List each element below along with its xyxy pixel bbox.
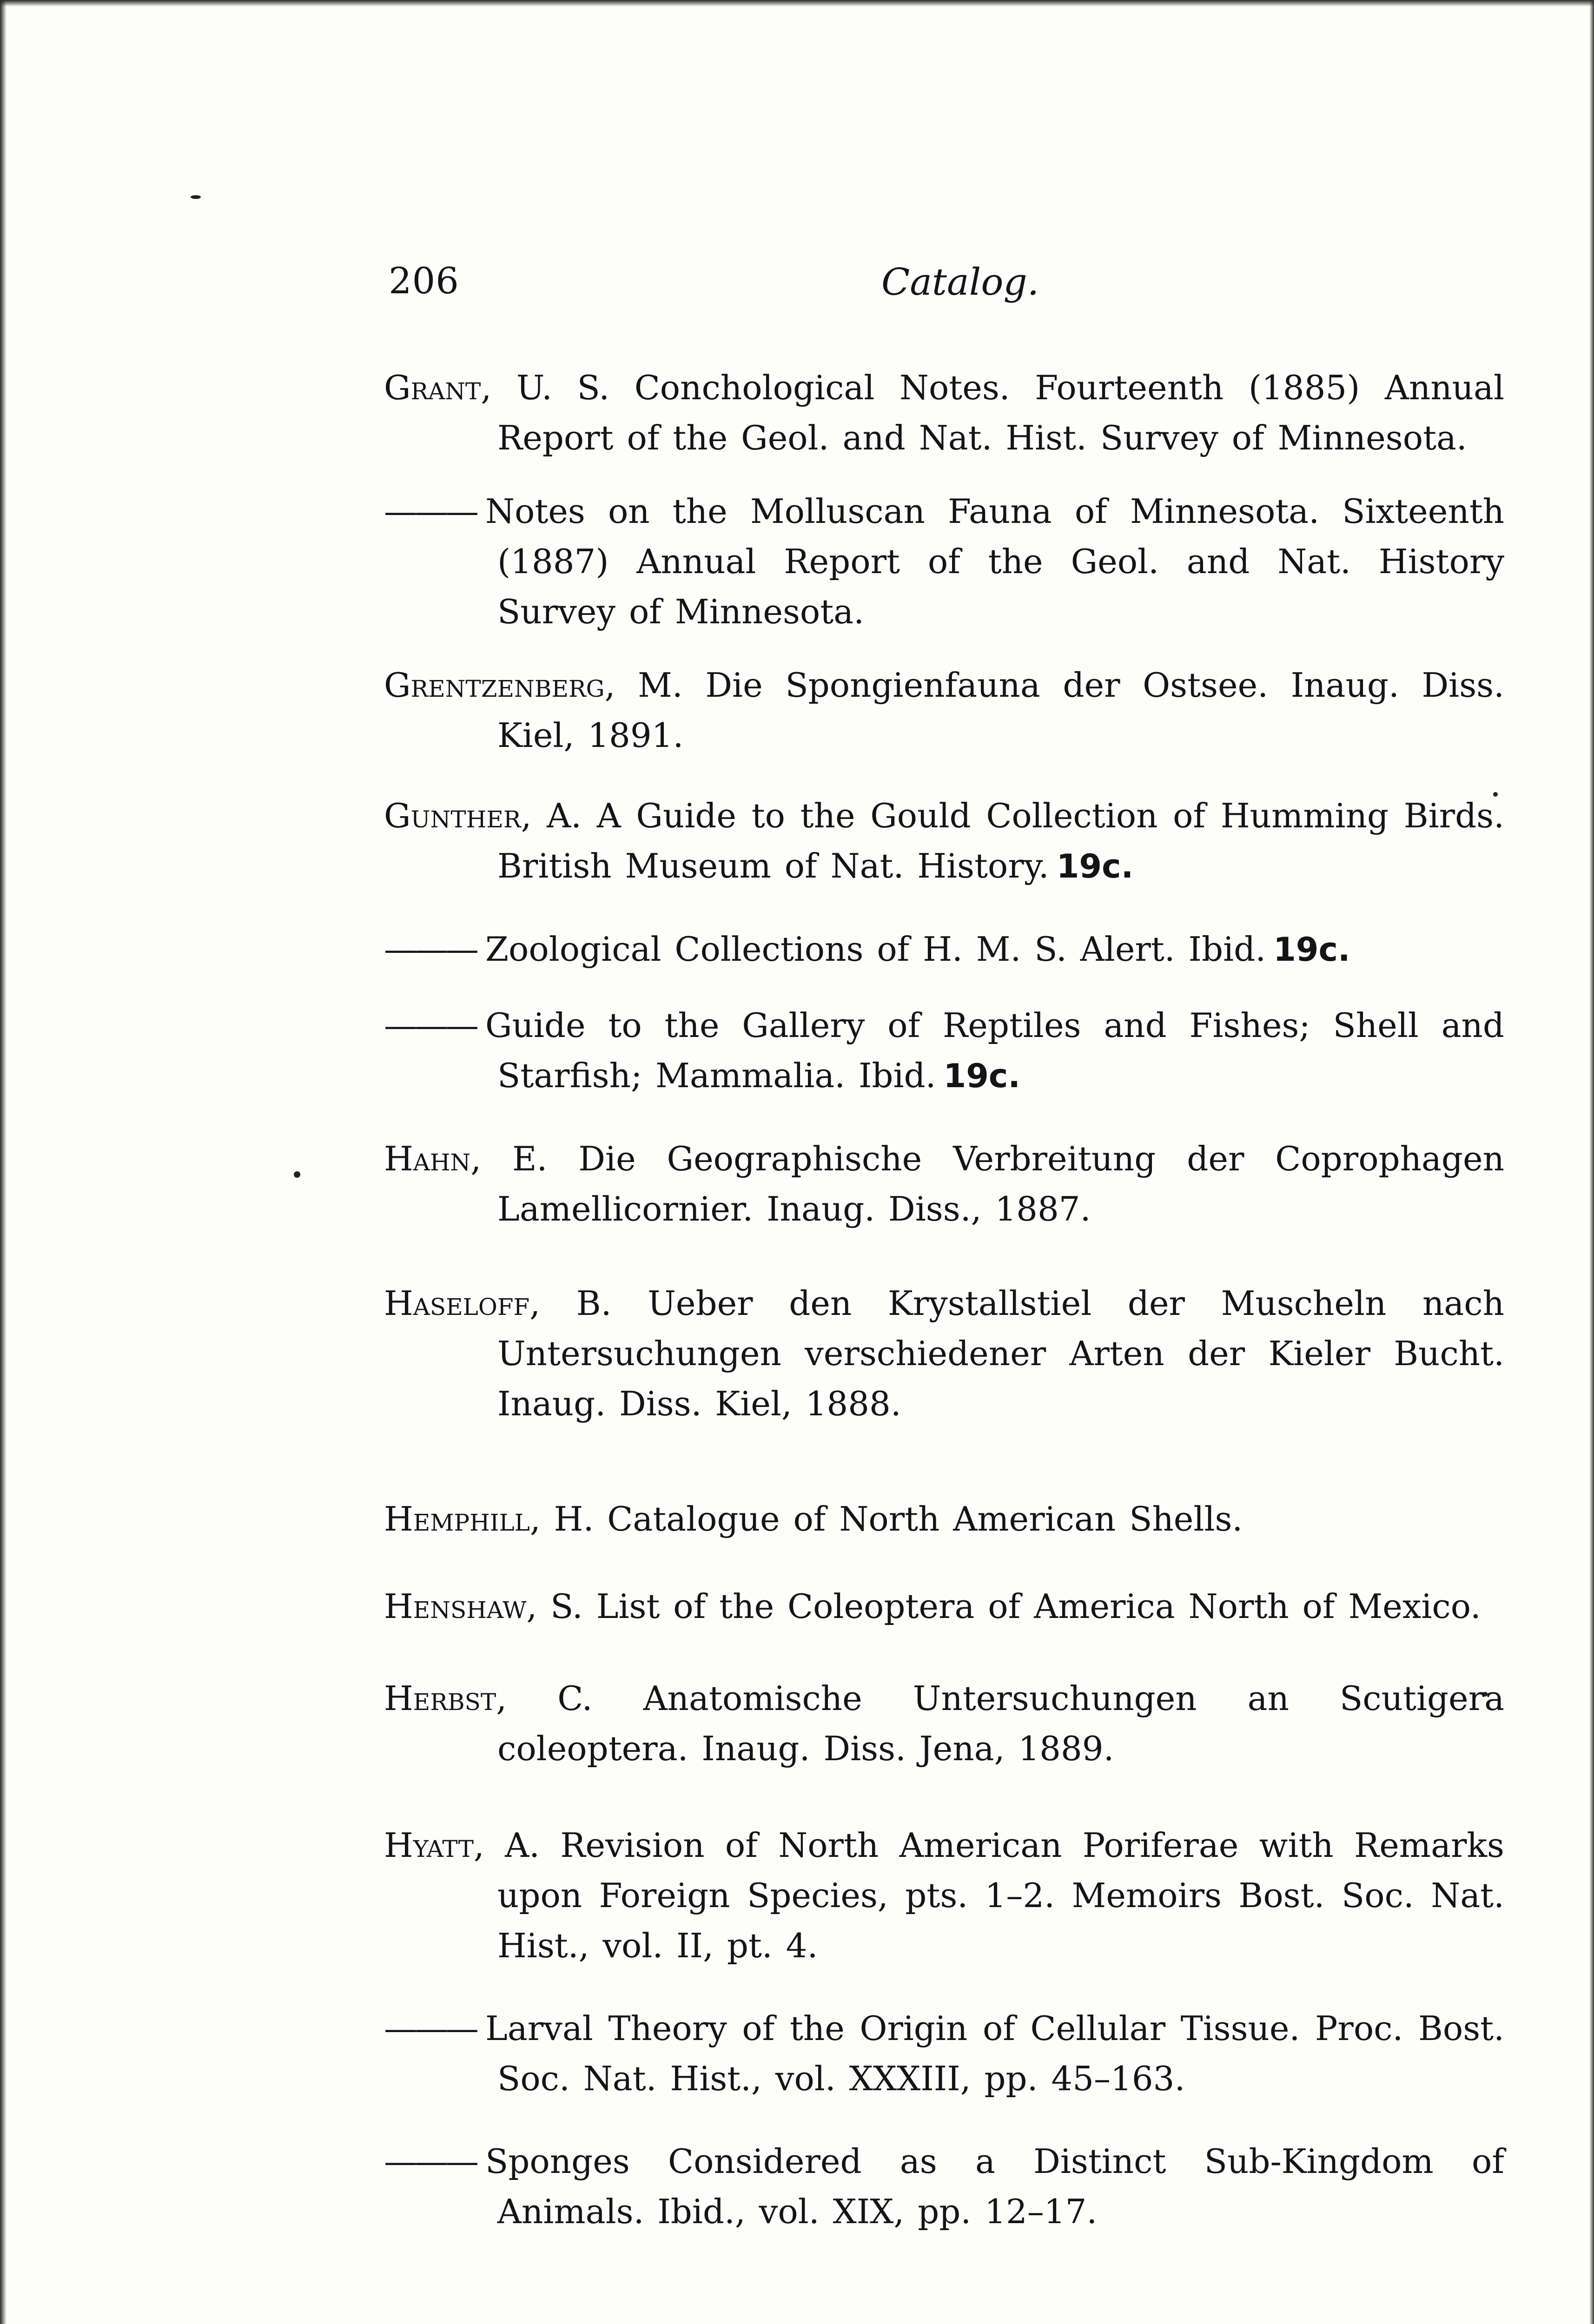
entry-price: 19c. xyxy=(1056,847,1134,885)
entry-author: Grentzenberg, M. xyxy=(384,666,683,705)
ditto-dash: ——— xyxy=(384,930,476,969)
catalog-entry xyxy=(384,486,1504,637)
entry-text: Ueber den Krystallstiel der Muscheln nach Untersuchungen verschiedener Arten der Kieler Bucht. Inaug. Diss. Kiel, 1888. xyxy=(497,1284,1504,1423)
catalog-entry xyxy=(384,1581,1504,1631)
entry-price: 19c. xyxy=(1273,931,1350,969)
entry-text: Revision of North American Poriferae with Remarks upon Foreign Species, pts. 1–2. Memoirs Bost. Soc. Nat. Hist., vol. II, pt. 4. xyxy=(497,1826,1505,1965)
entry-author: Hyatt, A. xyxy=(384,1826,540,1865)
entry-text: Anatomische Untersuchungen an Scutigera coleoptera. Inaug. Diss. Jena, 1889. xyxy=(497,1679,1505,1768)
entry-text: Notes on the Molluscan Fauna of Minnesota. Sixteenth (1887) Annual Report of the Geol. and Nat. History Survey of Minnesota. xyxy=(485,492,1504,631)
entry-text: A Guide to the Gould Collection of Humming Birds. British Museum of Nat. History. xyxy=(497,796,1505,885)
entry-author: Herbst, C. xyxy=(384,1679,593,1718)
catalog-entry xyxy=(384,1820,1504,1971)
catalog-entry xyxy=(384,1673,1504,1774)
catalog-entry xyxy=(384,791,1504,891)
catalog-entry xyxy=(384,1278,1504,1429)
catalog-entry xyxy=(384,660,1504,760)
catalog-entries xyxy=(384,363,1504,2237)
scan-edge-top xyxy=(0,0,1594,7)
entry-author: Grant, U. S. xyxy=(384,368,610,407)
scan-edge-right xyxy=(1589,0,1594,2324)
entry-text: Catalogue of North American Shells. xyxy=(607,1499,1243,1538)
entry-author: Haseloff, B. xyxy=(384,1284,612,1323)
entry-text: Guide to the Gallery of Reptiles and Fishes; Shell and Starfish; Mammalia. Ibid. xyxy=(485,1006,1504,1095)
ditto-dash: ——— xyxy=(384,2009,476,2048)
scan-speck xyxy=(294,1171,300,1178)
entry-price: 19c. xyxy=(943,1057,1020,1095)
entry-text: Die Geographische Verbreitung der Coprophagen Lamellicornier. Inaug. Diss., 1887. xyxy=(497,1139,1504,1228)
catalog-entry xyxy=(384,1494,1504,1544)
ditto-dash: ——— xyxy=(384,2142,476,2181)
ditto-dash: ——— xyxy=(384,492,476,531)
entry-author: Gunther, A. xyxy=(384,796,582,835)
catalog-entry xyxy=(384,2136,1504,2237)
entry-text: Die Spongienfauna der Ostsee. Inaug. Diss. Kiel, 1891. xyxy=(497,666,1504,755)
catalog-entry xyxy=(384,363,1504,463)
entry-text: Conchological Notes. Fourteenth (1885) Annual Report of the Geol. and Nat. Hist. Survey of Minnesota. xyxy=(497,368,1504,457)
catalog-entry xyxy=(384,1134,1504,1234)
entry-author: Henshaw, S. xyxy=(384,1587,583,1626)
catalog-entry xyxy=(384,924,1504,975)
scan-edge-left xyxy=(0,0,7,2324)
entry-author: Hemphill, H. xyxy=(384,1499,594,1538)
ditto-dash: ——— xyxy=(384,1006,476,1045)
scan-speck xyxy=(191,195,201,199)
entry-text: Larval Theory of the Origin of Cellular Tissue. Proc. Bost. Soc. Nat. Hist., vol. XXXIII, pp. 45–163. xyxy=(485,2009,1504,2098)
page-header xyxy=(389,260,1504,311)
entry-text: List of the Coleoptera of America North of Mexico. xyxy=(596,1587,1481,1626)
catalog-entry xyxy=(384,2003,1504,2104)
running-title: Catalog. xyxy=(881,260,1039,304)
entry-author: Hahn, E. xyxy=(384,1139,548,1178)
page-number: 206 xyxy=(389,260,459,302)
entry-text: Sponges Considered as a Distinct Sub-Kingdom of Animals. Ibid., vol. XIX, pp. 12–17. xyxy=(485,2142,1504,2231)
entry-text: Zoological Collections of H. M. S. Alert. Ibid. xyxy=(485,930,1266,969)
catalog-entry xyxy=(384,1000,1504,1101)
